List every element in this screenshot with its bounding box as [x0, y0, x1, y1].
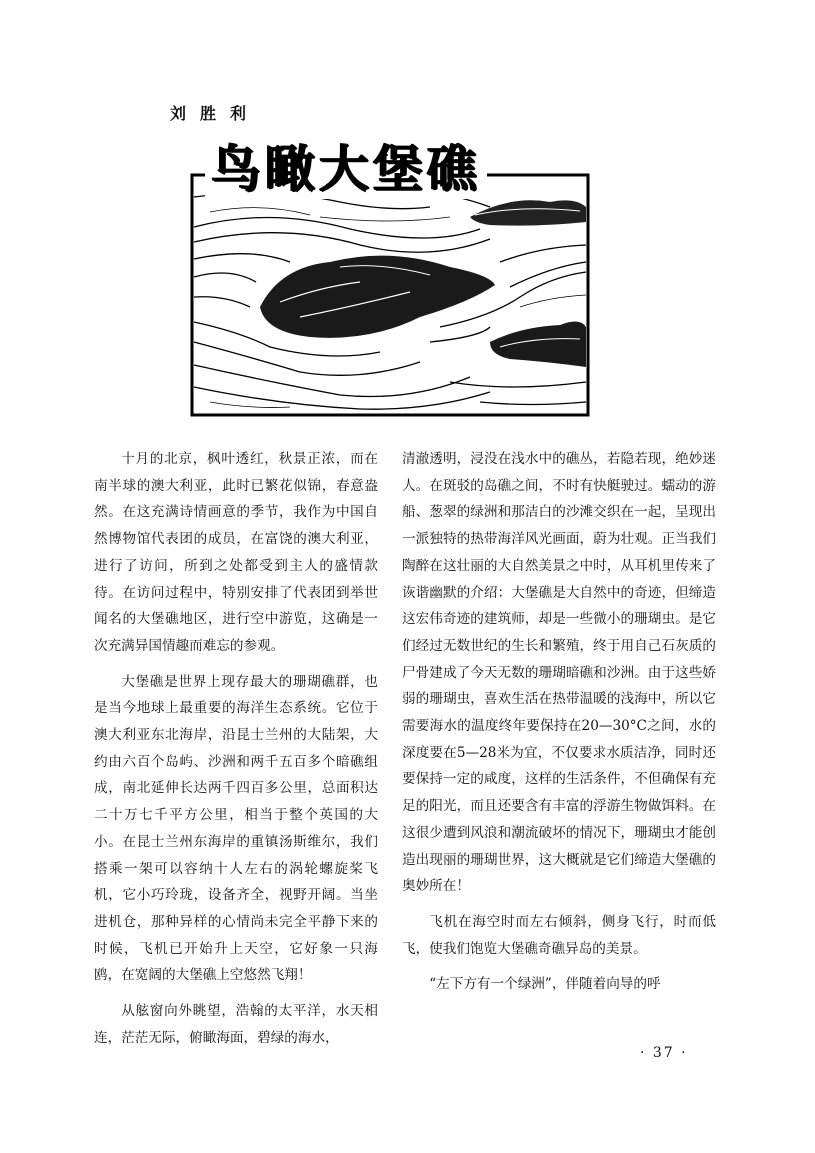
paragraph: “左下方有一个绿洲”，伴随着向导的呼: [429, 976, 661, 993]
right-column: [402, 446, 716, 998]
left-column: [94, 446, 378, 1051]
article-title: 鸟瞰大堡礁: [205, 139, 487, 199]
paragraph: 飞机在海空时而左右倾斜，侧身飞行，时而低飞，使我们饱览大堡礁奇礁异岛的美景。: [402, 913, 716, 957]
paragraph: 从舷窗向外眺望，浩翰的太平洋，水天相连，茫茫无际，俯瞰海面，碧绿的海水，: [94, 1003, 378, 1046]
paragraph: 清澈透明，浸没在浅水中的礁丛，若隐若现，绝妙迷人。在斑驳的岛礁之间，不时有快艇驶过。蠕动的游船、葱翠的绿洲和那洁白的沙滩交织在一起，呈现出一派独特的热带海洋风光画面，蔚为壮观。正当我们陶醉在这壮丽的大自然美景之中时，从耳机里传来了诙谐幽默的介绍：大堡礁是大自然中的奇迹，但缔造这宏伟奇迹的建筑师，却是一些微小的珊瑚虫。是它们经过无数世纪的生长和繁殖，终于用自己石灰质的尸骨建成了今天无数的珊瑚暗礁和沙洲。由于这些娇弱的珊瑚虫，喜欢生活在热带温暖的浅海中，所以它需要海水的温度终年要保持在20—30°C之间，水的深度要在5—28米为宜，不仅要求水质洁净，同时还要保持一定的咸度，这样的生活条件，不但确保有充足的阳光，而且还要含有丰富的浮游生物做饵料。在这很少遭到风浪和潮流破坏的情况下，珊瑚虫才能创造出现丽的珊瑚世界，这大概就是它们缔造大堡礁的奥妙所在！: [402, 451, 716, 895]
author-name: 刘胜利: [170, 104, 261, 123]
paragraph: 十月的北京，枫叶透红，秋景正浓，而在南半球的澳大利亚，此时已繁花似锦，春意盎然。在这充满诗情画意的季节，我作为中国自然博物馆代表团的成员，在富饶的澳大利亚，进行了访问，所到之处都受到主人的盛情款待。在访问过程中，特别安排了代表团到举世闻名的大堡礁地区，进行空中游览，这确是一次充满异国情趣而难忘的参观。: [94, 451, 378, 654]
reef-illustration: [190, 167, 590, 417]
page-number: · 37 ·: [640, 1045, 688, 1061]
paragraph: 大堡礁是世界上现存最大的珊瑚礁群，也是当今地球上最重要的海洋生态系统。它位于澳大利亚东北海岸，沿昆士兰州的大陆架，大约由六百个岛屿、沙洲和两千五百多个暗礁组成，南北延伸长达两千四百多公里，总面积达二十万七千平方公里，相当于整个英国的大小。在昆士兰州东海岸的重镇汤斯维尔，我们搭乘一架可以容纳十人左右的涡轮螺旋桨飞机，它小巧玲珑，设备齐全，视野开阔。当坐进机仓，那种异样的心情尚未完全平静下来的时候，飞机已开始升上天空，它好象一只海鸥，在宽阔的大堡礁上空悠然飞翔！: [94, 673, 378, 984]
